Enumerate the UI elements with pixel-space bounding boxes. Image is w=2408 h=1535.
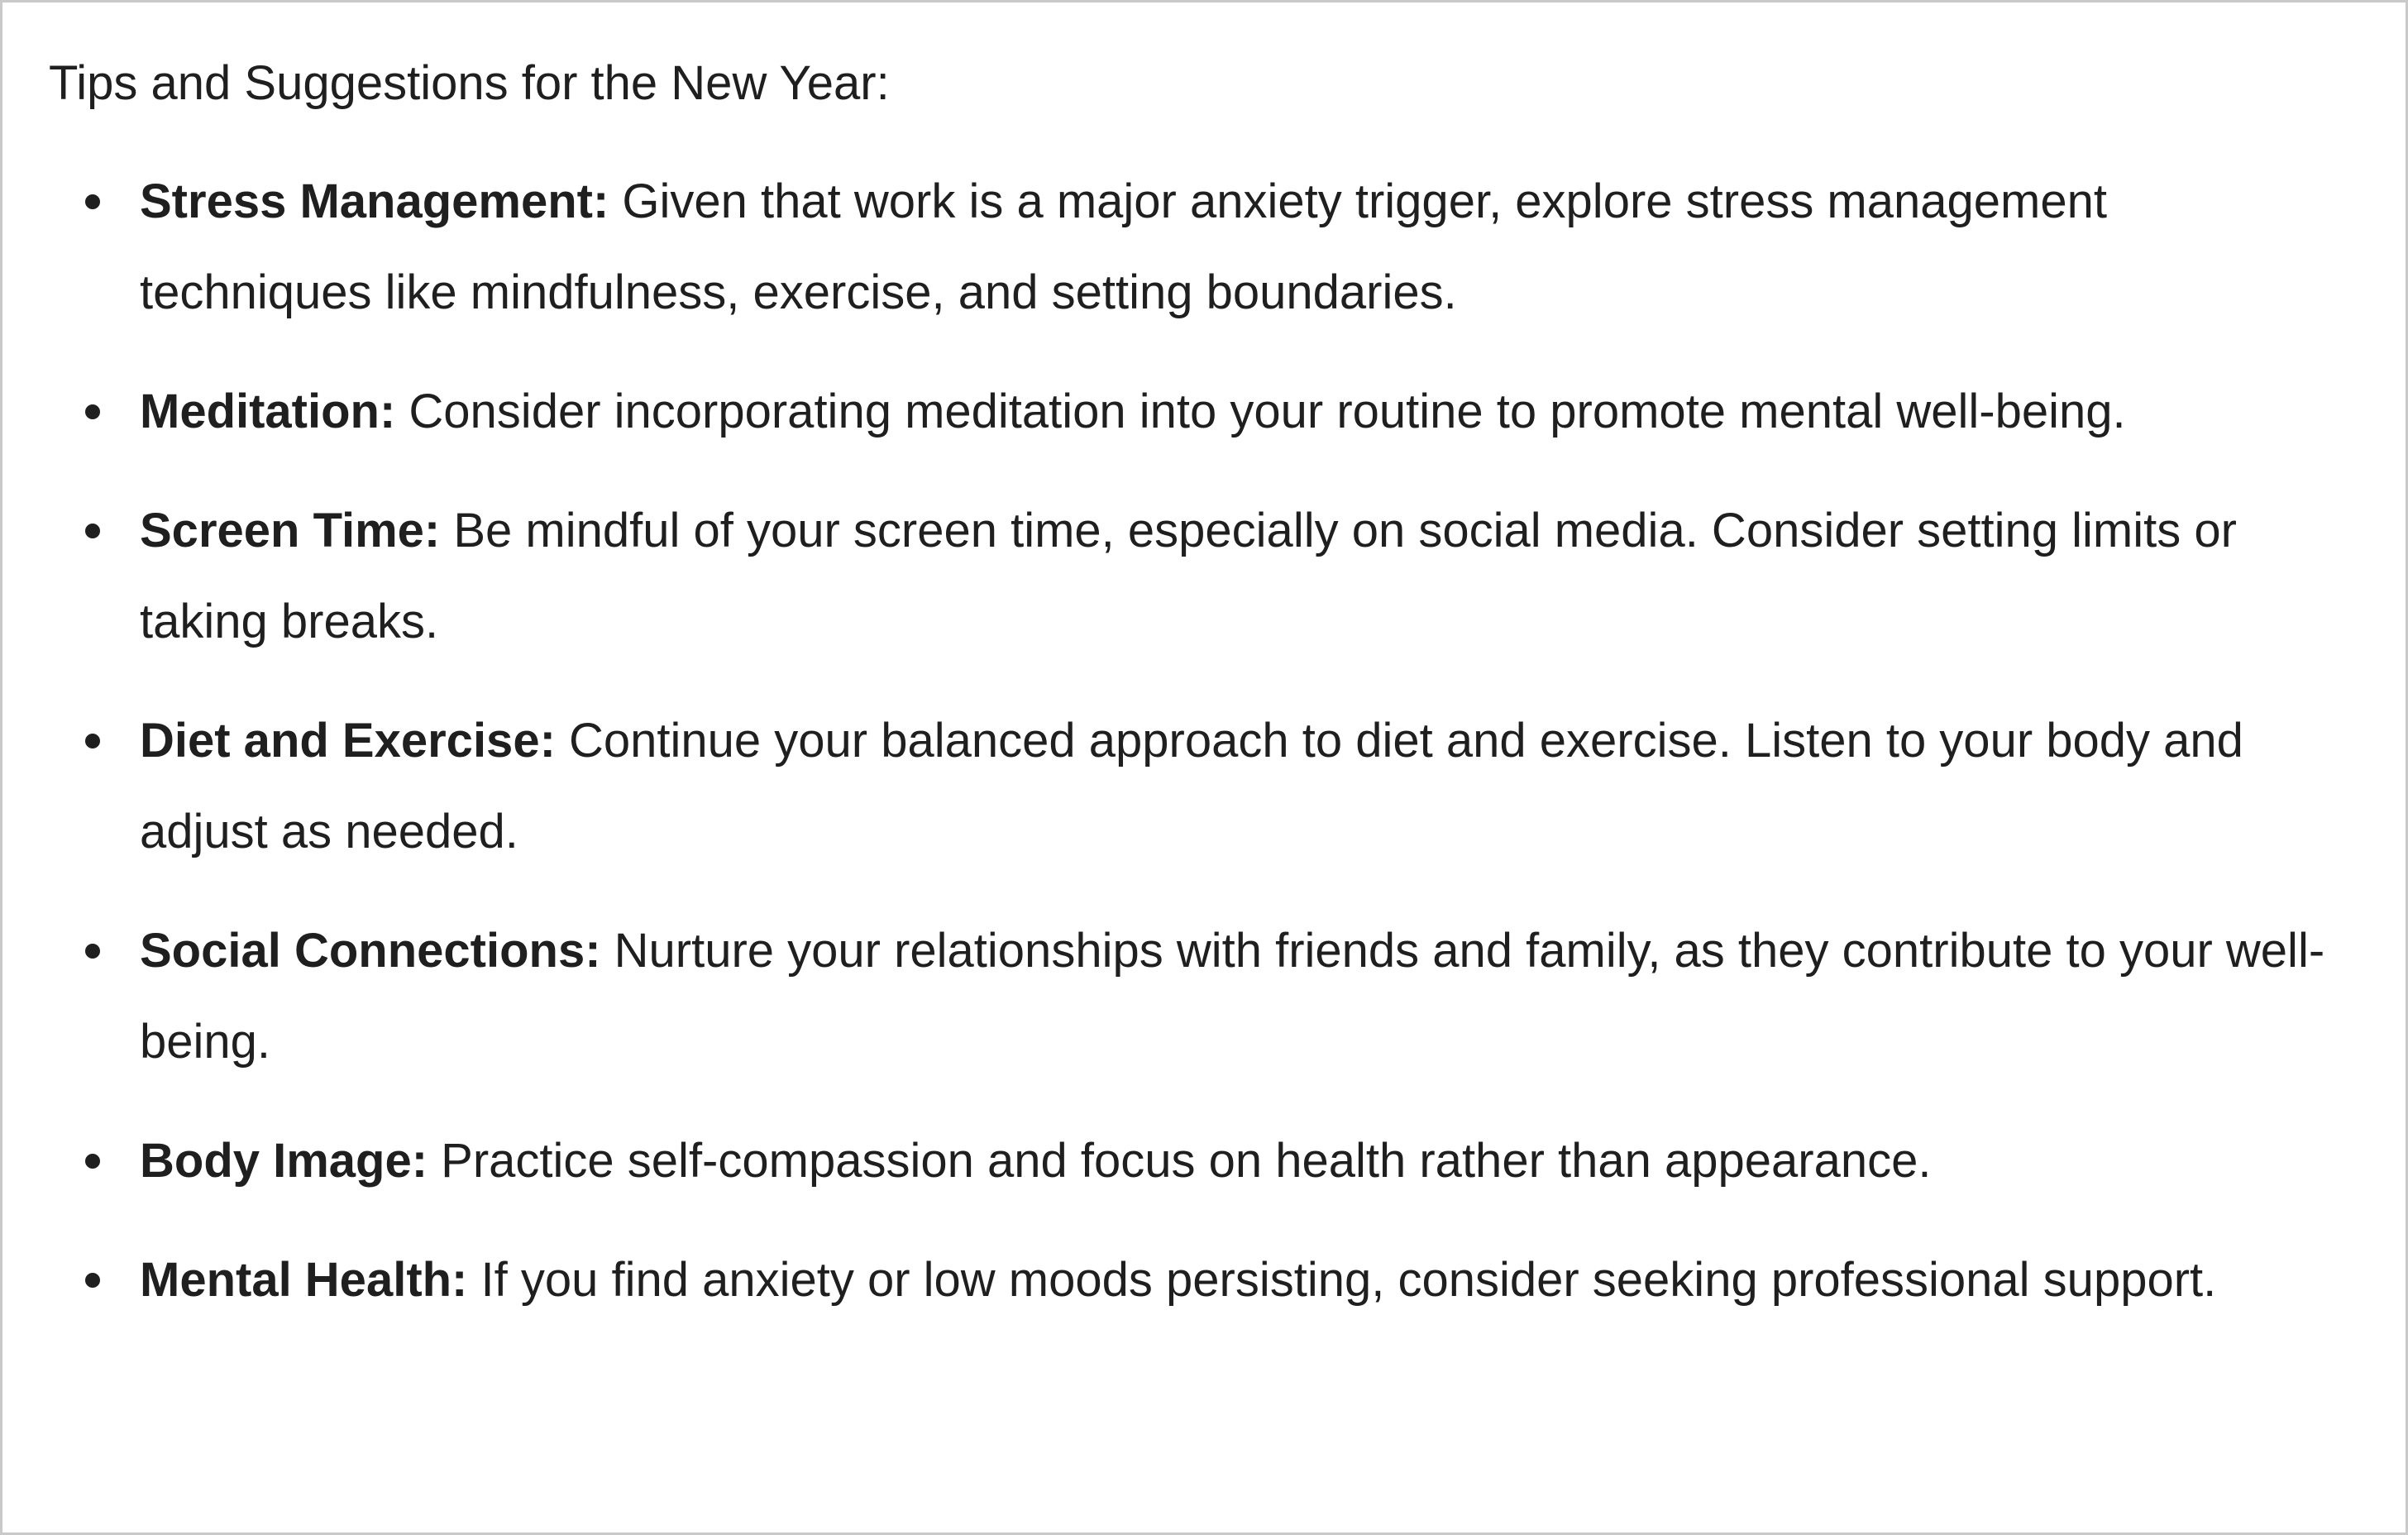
tip-label: Stress Management: (140, 175, 609, 228)
bullet-icon (85, 404, 100, 419)
bullet-icon (85, 524, 100, 538)
bullet-icon (85, 194, 100, 209)
section-heading: Tips and Suggestions for the New Year: (49, 56, 890, 110)
tip-screen-time (2, 485, 2343, 667)
tip-label: Social Connections: (140, 924, 601, 978)
bullet-icon (85, 734, 100, 748)
tip-social-connections (2, 906, 2343, 1088)
tip-diet-and-exercise (2, 696, 2343, 877)
tip-meditation (2, 366, 2343, 457)
bullet-icon (85, 1273, 100, 1288)
tip-text: Continue your balanced approach to diet and exercise. Listen to your body and adjust as needed. (140, 714, 2243, 858)
tip-text: Be mindful of your screen time, especially on social media. Consider setting limits or taking breaks. (140, 504, 2237, 648)
tip-text: Consider incorporating meditation into your routine to promote mental well-being. (395, 385, 2126, 438)
tip-text: If you find anxiety or low moods persisting, consider seeking professional support. (467, 1253, 2217, 1307)
tip-text: Nurture your relationships with friends and family, as they contribute to your well-being. (140, 924, 2325, 1069)
tip-label: Diet and Exercise: (140, 714, 556, 768)
tip-body-image (2, 1116, 2343, 1207)
tip-stress-management (2, 156, 2343, 338)
tip-label: Meditation: (140, 385, 396, 438)
tip-text: Given that work is a major anxiety trigger, explore stress management techniques like mindfulness, exercise, and setting boundaries. (140, 175, 2107, 319)
tip-label: Body Image: (140, 1134, 428, 1188)
bullet-icon (85, 944, 100, 959)
tips-list (2, 156, 2408, 1326)
tip-label: Screen Time: (140, 504, 441, 557)
bullet-icon (85, 1154, 100, 1169)
tip-label: Mental Health: (140, 1253, 468, 1307)
tip-mental-health (2, 1235, 2343, 1326)
tip-text: Practice self-compassion and focus on health rather than appearance. (428, 1134, 1932, 1188)
